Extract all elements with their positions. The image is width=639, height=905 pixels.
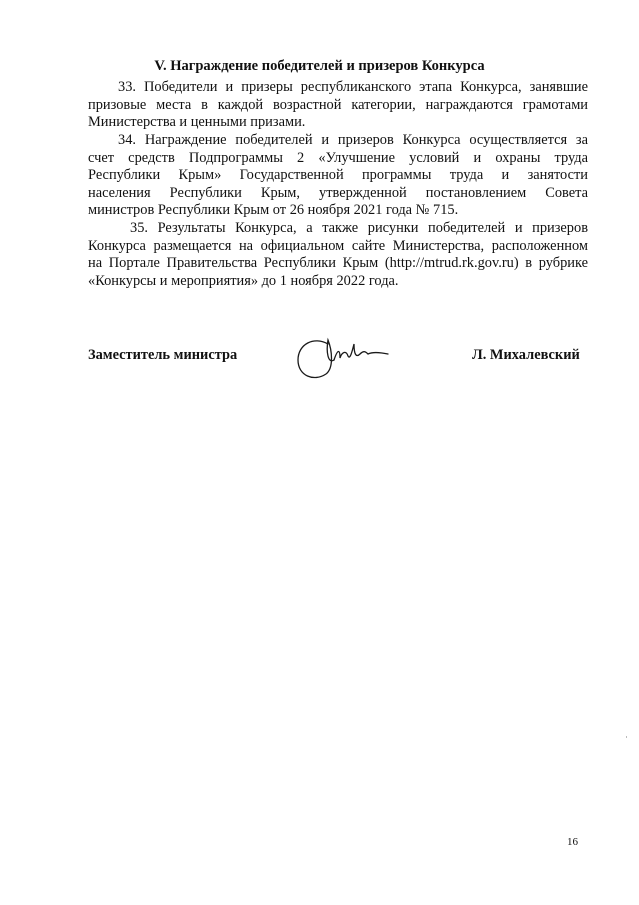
paragraph-34: [88, 132, 588, 220]
signatory-name: Л. Михалевский: [472, 347, 580, 363]
paragraph-35: [88, 220, 588, 290]
paragraph-33: [88, 79, 588, 132]
paragraph-line: «Конкурсы и мероприятия» до 1 ноября 2022 года.: [88, 272, 399, 289]
section-heading: V. Награждение победителей и призеров Конкурса: [154, 58, 485, 74]
paragraph-line: призовые места в каждой возрастной категории, награждаются грамотами: [88, 96, 588, 113]
paragraph-line: на Портале Правительства Республики Крым (http://mtrud.rk.gov.ru) в рубрике: [88, 255, 588, 271]
page-number: 16: [567, 836, 578, 848]
paragraph-line: министров Республики Крым от 26 ноября 2021 года № 715.: [88, 202, 459, 218]
paragraph-line: Республики Крым» Государственной программы труда и занятости: [88, 167, 588, 183]
paragraph-line: 33. Победители и призеры республиканского этапа Конкурса, занявшие: [118, 79, 588, 95]
paragraph-line: Конкурса размещается на официальном сайте Министерства, расположенном: [88, 237, 588, 254]
paragraph-line: счет средств Подпрограммы 2 «Улучшение условий и охраны труда: [88, 149, 588, 166]
paragraph-line: 34. Награждение победителей и призеров Конкурса осуществляется за: [118, 132, 588, 148]
handwritten-signature: [292, 330, 392, 388]
paragraph-line: населения Республики Крым, утвержденной постановлением Совета: [88, 184, 588, 201]
paragraph-line: 35. Результаты Конкурса, а также рисунки победителей и призеров: [130, 220, 588, 236]
paragraph-line: Министерства и ценными призами.: [88, 114, 306, 130]
signatory-title: Заместитель министра: [88, 347, 238, 363]
scan-speck: [626, 736, 627, 738]
